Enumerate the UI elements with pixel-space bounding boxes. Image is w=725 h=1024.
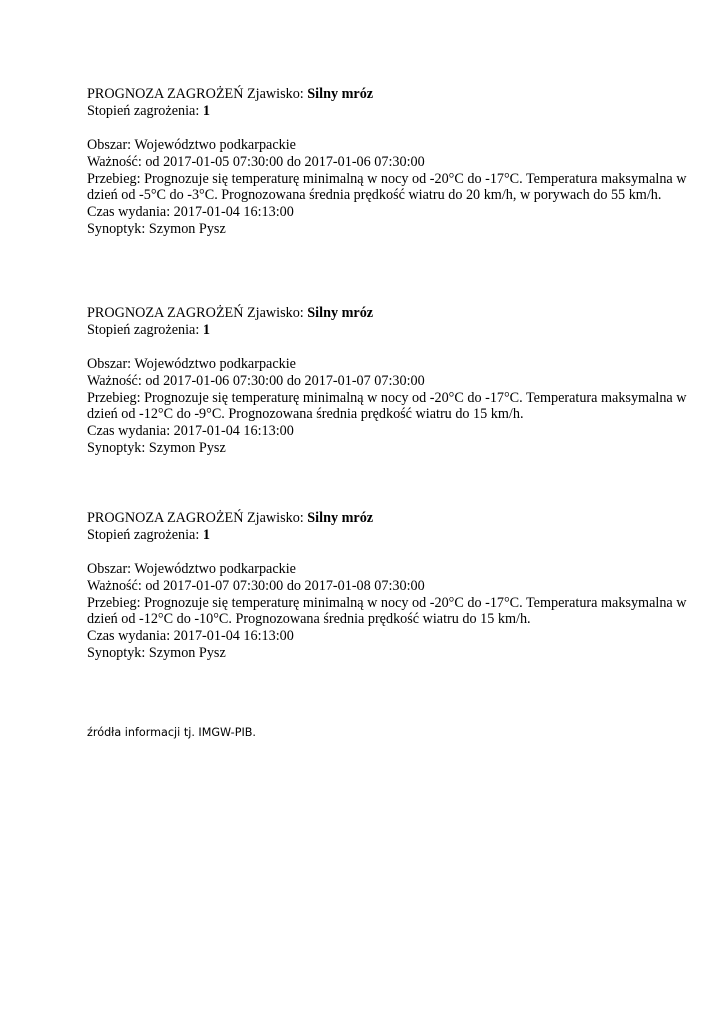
header-prefix: PROGNOZA ZAGROŻEŃ Zjawisko:: [87, 86, 308, 102]
header-prefix: PROGNOZA ZAGROŻEŃ Zjawisko:: [87, 510, 308, 526]
header-prefix: PROGNOZA ZAGROŻEŃ Zjawisko:: [87, 305, 308, 321]
warning-block-1: [87, 86, 687, 238]
warning-header: [87, 510, 687, 527]
phenomenon-name: Silny mróz: [307, 510, 374, 526]
warning-area: Obszar: Województwo podkarpackie: [87, 136, 296, 153]
level-label: Stopień zagrożenia:: [87, 526, 203, 543]
level-value: 1: [202, 102, 210, 119]
warning-level: [87, 103, 687, 120]
source-note: źródła informacji tj. IMGW-PIB.: [87, 726, 256, 740]
warning-block-3: [87, 510, 687, 662]
warning-issued: Czas wydania: 2017-01-04 16:13:00: [87, 204, 294, 221]
blank-line: [87, 120, 687, 137]
blank-line: [87, 544, 687, 561]
warning-issued: Czas wydania: 2017-01-04 16:13:00: [87, 423, 294, 440]
warning-forecaster: Synoptyk: Szymon Pysz: [87, 645, 226, 662]
level-value: 1: [202, 526, 210, 543]
warning-validity: Ważność: od 2017-01-07 07:30:00 do 2017-01-08 07:30:00: [87, 577, 425, 594]
warning-header: [87, 305, 687, 322]
phenomenon-name: Silny mróz: [307, 86, 374, 102]
warning-level: [87, 322, 687, 339]
warning-area: Obszar: Województwo podkarpackie: [87, 355, 296, 372]
level-value: 1: [202, 321, 210, 338]
blank-line: [87, 339, 687, 356]
warning-course: Przebieg: Prognozuje się temperaturę minimalną w nocy od -20°C do -17°C. Temperatura maksymalna w dzień od -12°C do -10°C. Prognozowana średnia prędkość wiatru do 15 km/h.: [87, 594, 687, 628]
warning-issued: Czas wydania: 2017-01-04 16:13:00: [87, 628, 294, 645]
warning-forecaster: Synoptyk: Szymon Pysz: [87, 440, 226, 457]
warning-validity: Ważność: od 2017-01-06 07:30:00 do 2017-01-07 07:30:00: [87, 372, 425, 389]
warning-header: [87, 86, 687, 103]
warning-block-2: [87, 305, 687, 457]
level-label: Stopień zagrożenia:: [87, 321, 203, 338]
phenomenon-name: Silny mróz: [307, 305, 374, 321]
level-label: Stopień zagrożenia:: [87, 102, 203, 119]
warning-level: [87, 527, 687, 544]
warning-validity: Ważność: od 2017-01-05 07:30:00 do 2017-01-06 07:30:00: [87, 153, 425, 170]
warning-forecaster: Synoptyk: Szymon Pysz: [87, 221, 226, 238]
warning-area: Obszar: Województwo podkarpackie: [87, 560, 296, 577]
warning-course: Przebieg: Prognozuje się temperaturę minimalną w nocy od -20°C do -17°C. Temperatura maksymalna w dzień od -5°C do -3°C. Prognozowana średnia prędkość wiatru do 20 km/h, w porywach do 55 km/h.: [87, 170, 687, 204]
warning-course: Przebieg: Prognozuje się temperaturę minimalną w nocy od -20°C do -17°C. Temperatura maksymalna w dzień od -12°C do -9°C. Prognozowana średnia prędkość wiatru do 15 km/h.: [87, 389, 687, 423]
